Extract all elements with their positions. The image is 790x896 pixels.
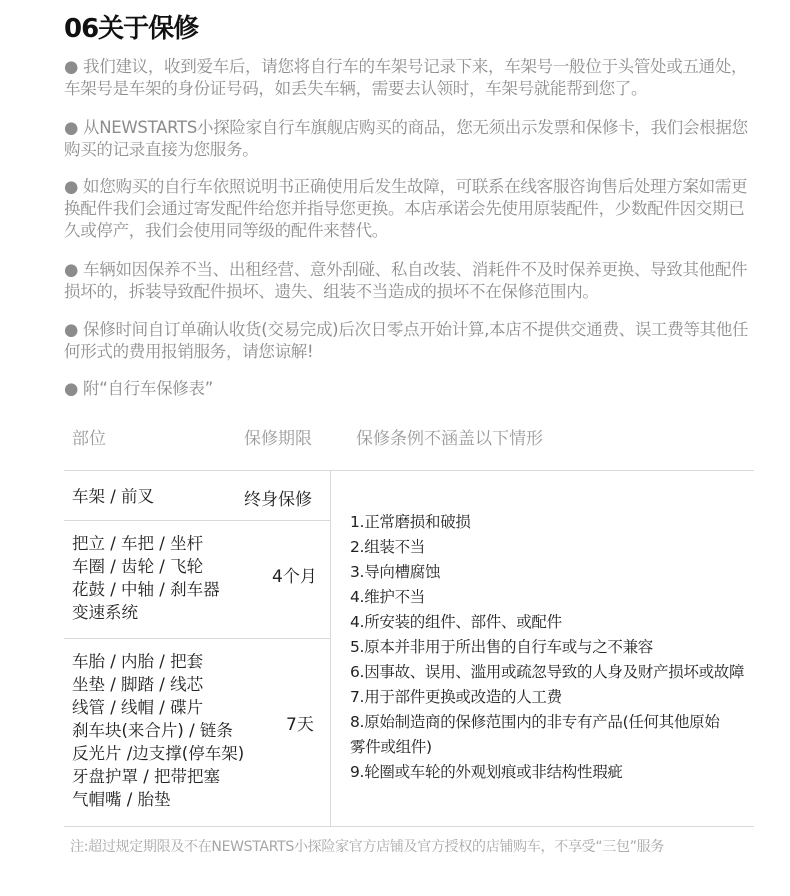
conditions-list bbox=[350, 510, 760, 785]
part-item: 牙盘护罩 / 把带把塞 bbox=[72, 767, 221, 786]
part-item: 气帽嘴 / 胎垫 bbox=[72, 790, 171, 809]
condition-item: 6.因事故、误用、滥用或疏忽导致的人身及财产损坏或故障 bbox=[350, 663, 745, 681]
condition-item: 3.导向槽腐蚀 bbox=[350, 563, 441, 581]
part-item: 花鼓 / 中轴 / 刹车器 bbox=[72, 580, 220, 599]
table-top-border bbox=[64, 470, 754, 471]
header-conditions: 保修条例不涵盖以下情形 bbox=[356, 429, 543, 449]
table-bottom-border bbox=[64, 826, 754, 827]
row-divider bbox=[64, 520, 330, 521]
condition-item: 4.所安装的组件、部件、或配件 bbox=[350, 613, 562, 631]
part-item: 线管 / 线帽 / 碟片 bbox=[72, 698, 204, 717]
part-item: 车架 / 前叉 bbox=[72, 487, 155, 506]
paragraph-fault-service: ● 如您购买的自行车依照说明书正确使用后发生故障，可联系在线客服咨询售后处理方案如需更换配件我们会通过寄发配件给您并指导您更换。本店承诺会先使用原装配件，少数配件因交期已久或停产，我们会使用同等级的配件来替代。 bbox=[64, 177, 748, 240]
table-row-period: 4个月 bbox=[272, 567, 317, 587]
part-item: 车胎 / 内胎 / 把套 bbox=[72, 652, 204, 671]
paragraph-attachment: ● 附“自行车保修表” bbox=[64, 379, 213, 398]
table-row-period: 7天 bbox=[286, 715, 314, 735]
paragraph-no-invoice: ● 从NEWSTARTS小探险家自行车旗舰店购买的商品，您无须出示发票和保修卡，我们会根据您购买的记录直接为您服务。 bbox=[64, 118, 748, 159]
header-period: 保修期限 bbox=[244, 429, 312, 449]
paragraph-exclusions: ● 车辆如因保养不当、出租经营、意外刮碰、私自改装、消耗件不及时保养更换、导致其他配件损坏的，拆装导致配件损坏、遗失、组装不当造成的损坏不在保修范围内。 bbox=[64, 260, 748, 301]
part-item: 把立 / 车把 / 坐杆 bbox=[72, 534, 204, 553]
condition-item: 9.轮圈或车轮的外观划痕或非结构性瑕疵 bbox=[350, 763, 623, 781]
condition-item: 7.用于部件更换或改造的人工费 bbox=[350, 688, 562, 706]
part-item: 车圈 / 齿轮 / 飞轮 bbox=[72, 557, 204, 576]
condition-item: 雾件或组件) bbox=[350, 738, 432, 756]
part-item: 坐垫 / 脚踏 / 线芯 bbox=[72, 675, 204, 694]
part-item: 变速系统 bbox=[72, 603, 138, 622]
paragraph-warranty-start: ● 保修时间自订单确认收货(交易完成)后次日零点开始计算,本店不提供交通费、误工费等其他任何形式的费用报销服务，请您谅解! bbox=[64, 320, 749, 361]
column-divider bbox=[330, 470, 331, 826]
condition-item: 8.原始制造商的保修范围内的非专有产品(任何其他原始 bbox=[350, 713, 720, 731]
header-part: 部位 bbox=[72, 429, 106, 449]
row-divider bbox=[64, 638, 330, 639]
condition-item: 5.原本并非用于所出售的自行车或与之不兼容 bbox=[350, 638, 653, 656]
table-row-parts bbox=[72, 532, 220, 624]
paragraph-frame-number: ● 我们建议，收到爱车后，请您将自行车的车架号记录下来，车架号一般位于头管处或五通处，车架号是车架的身份证号码，如丢失车辆，需要去认领时，车架号就能帮到您了。 bbox=[64, 57, 748, 98]
section-title: 06关于保修 bbox=[64, 14, 199, 44]
table-row-period: 终身保修 bbox=[244, 490, 312, 510]
table-row-parts bbox=[72, 485, 154, 508]
table-row-parts bbox=[72, 650, 244, 811]
part-item: 刹车块(来合片) / 链条 bbox=[72, 721, 233, 740]
footnote: 注:超过规定期限及不在NEWSTARTS小探险家官方店铺及官方授权的店铺购车，不享受“三包”服务 bbox=[70, 839, 665, 855]
condition-item: 2.组装不当 bbox=[350, 538, 425, 556]
part-item: 反光片 /边支撑(停车架) bbox=[72, 744, 245, 763]
condition-item: 4.维护不当 bbox=[350, 588, 425, 606]
condition-item: 1.正常磨损和破损 bbox=[350, 513, 471, 531]
